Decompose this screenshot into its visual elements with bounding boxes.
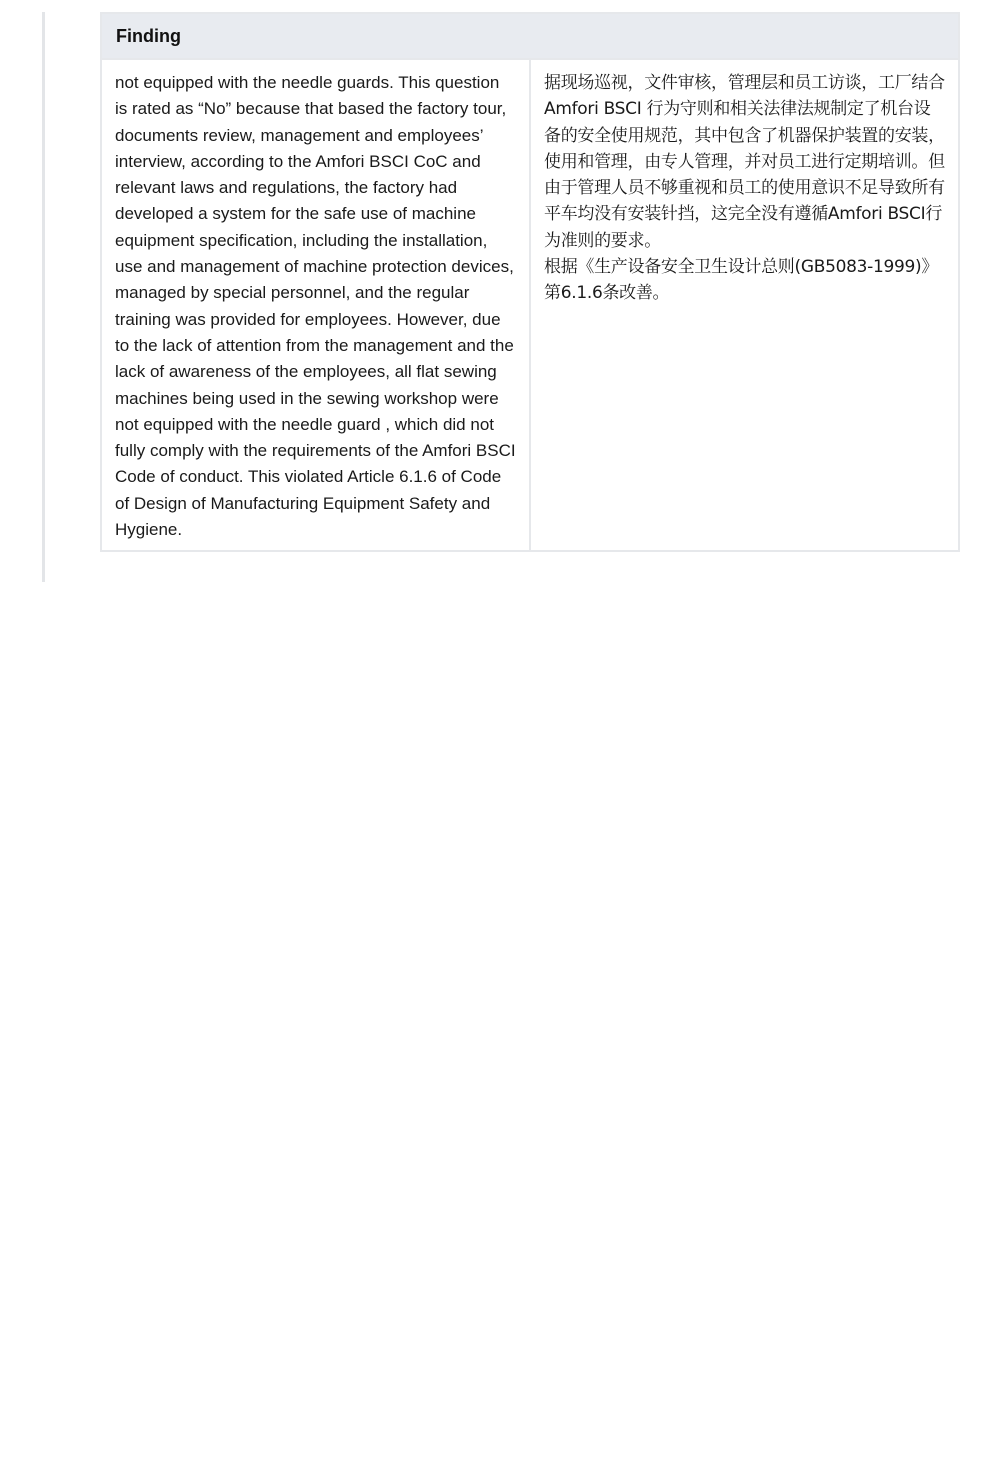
left-margin-rule bbox=[42, 12, 45, 582]
finding-row bbox=[102, 60, 958, 550]
finding-table bbox=[100, 12, 960, 552]
finding-english-text: not equipped with the needle guards. This question is rated as “No” because that based the factory tour, documents review, management and employees’ interview, according to the Amfori BSCI CoC and relevant laws and regulations, the factory had developed a system for the safe use of machine equipment specification, including the installation, use and management of machine protection devices, managed by special personnel, and the regular training was provided for employees. However, due to the lack of attention from the management and the lack of awareness of the employees, all flat sewing machines being used in the sewing workshop were not equipped with the needle guard , which did not fully comply with the requirements of the Amfori BSCI Code of conduct. This violated Article 6.1.6 of Code of Design of Manufacturing Equipment Safety and Hygiene. bbox=[102, 60, 531, 550]
finding-chinese-text bbox=[531, 60, 958, 550]
finding-header: Finding bbox=[102, 14, 958, 60]
chinese-paragraph-2: 根据《生产设备安全卫生设计总则(GB5083-1999)》第6.1.6条改善。 bbox=[544, 257, 939, 304]
chinese-paragraph-1: 据现场巡视，文件审核，管理层和员工访谈，工厂结合Amfori BSCI 行为守则和相关法律法规制定了机台设备的安全使用规范，其中包含了机器保护装置的安装，使用和管理，由专人管理，并对员工进行定期培训。但由于管理人员不够重视和员工的使用意识不足导致所有平车均没有安装针挡，这完全没有遵循Amfori BSCI行为准则的要求。 bbox=[544, 73, 945, 251]
